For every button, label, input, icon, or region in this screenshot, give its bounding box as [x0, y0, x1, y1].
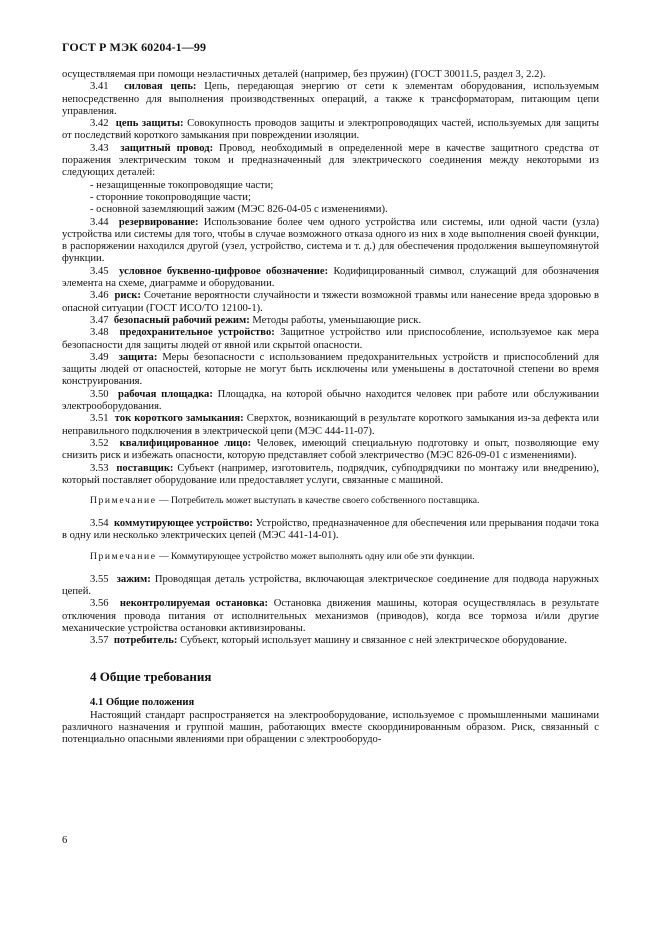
definition-text: Сверхток, возникающий в результате короткого замыкания из-за дефекта или неправильного подключения в электрической цепи (МЭС 444-11-07). — [62, 413, 600, 437]
definitions-block-1 — [62, 81, 599, 179]
definition-3-53 — [62, 463, 599, 488]
definition-354 — [62, 518, 599, 543]
list-item: - сторонние токопроводящие части; — [90, 191, 251, 203]
definition-text: Меры безопасности с использованием предохранительных устройств и приспособлений для защиты людей от опасностей, которые не могут быть исключены или уменьшены в достаточной степени во время конструирования. — [62, 351, 599, 388]
note-1 — [62, 495, 599, 506]
definition-number: 3.57 — [90, 635, 109, 647]
definition-text: Цепь, передающая энергию от сети к элементам оборудования, используемым непосредственно для выполнения производственных операций, а также к трансформаторам, питающим цепи управления. — [62, 81, 599, 117]
definition-text: Провод, необходимый в определенной мере в качестве защитного средства от поражения электрическим током и предназначенный для электрического соединения между некоторыми из следующих деталей: — [62, 142, 599, 179]
definitions-block-2 — [62, 217, 599, 488]
note-2-text: — Коммутирующее устройство может выполнять одну или обе эти функции. — [158, 550, 475, 562]
definition-number: 3.55 — [90, 573, 109, 585]
definition-number: 3.56 — [90, 598, 109, 610]
definition-text: Защитное устройство или приспособление, используемое как мера безопасности для защиты людей от явной или скрытой опасности. — [62, 327, 599, 351]
document-page — [62, 40, 599, 747]
definition-text: Остановка движения машины, которая осуществлялась в результате отключения провода питания от исполнительных механизмов (приводов), когда все тормоза и/или другие механические устройства остановки активизированы. — [62, 598, 600, 634]
definition-number: 3.42 — [90, 118, 109, 130]
definition-3-55 — [62, 574, 599, 599]
definition-number: 3.52 — [90, 437, 109, 449]
note-1-label: Примечание — [90, 495, 157, 507]
definition-text: Человек, имеющий специальную подготовку и опыт, позволяющие ему снизить риск и избежать опасности, которую представляет собой электричество (МЭС 826-09-01 с изменениями). — [62, 437, 599, 462]
definition-text: Совокупность проводов защиты и электропроводящих частей, используемых для защиты от последствий короткого замыкания при повреждении изоляции. — [62, 118, 600, 142]
section-title: 4 Общие требования — [90, 669, 212, 685]
note-1-text: — Потребитель может выступать в качестве своего собственного поставщика. — [158, 495, 480, 507]
definition-3-42 — [62, 118, 599, 143]
intro-paragraph: осуществляемая при помощи неэластичных деталей (например, без пружин) (ГОСТ 30011.5, раздел 3, 2.2). — [62, 69, 546, 80]
definition-term: безопасный рабочий режим: — [113, 314, 250, 326]
definition-3-57 — [62, 635, 599, 647]
definition-number: 3.48 — [90, 327, 109, 339]
definition-term: рабочая площадка: — [118, 388, 213, 400]
definition-term: условное буквенно-цифровое обозначение: — [119, 265, 329, 277]
definition-term: защита: — [118, 351, 158, 363]
list-item: - основной заземляющий зажим (МЭС 826-04-05 с изменениями). — [90, 204, 388, 216]
definition-3-46 — [62, 290, 599, 315]
definition-3-43 — [62, 143, 599, 180]
subsection-title: 4.1 Общие положения — [90, 697, 195, 709]
definition-3-41 — [62, 81, 599, 118]
definition-text: Субъект (например, изготовитель, подрядчик, субподрядчики по монтажу или внедрению), который поставляет оборудование или предоставляет услуги, связанные с машиной. — [62, 462, 600, 486]
section-paragraph: Настоящий стандарт распространяется на электрооборудование, используемое с промышленными машинами различного назначения и группой машин, работающих вместе скоординированным образом. Риск, связанный с потенциально опасными явлениями при обращении с электрооборудо- — [62, 709, 599, 746]
definition-3-44 — [62, 217, 599, 266]
definition-term: ток короткого замыкания: — [114, 413, 244, 425]
definition-3-49 — [62, 352, 599, 389]
definition-text: Площадка, на которой обычно находится человек при работе или обслуживании электрооборудования. — [62, 388, 600, 413]
definition-number: 3.43 — [90, 142, 109, 154]
definition-term: потребитель: — [113, 635, 178, 647]
definitions-block-3 — [62, 574, 599, 648]
note-2 — [62, 551, 599, 562]
definition-term: защитный провод: — [120, 142, 214, 154]
definition-number: 3.51 — [90, 413, 109, 425]
definition-3-45 — [62, 266, 599, 291]
definition-text: Методы работы, уменьшающие риск. — [252, 314, 422, 326]
definition-3-50 — [62, 389, 599, 414]
definition-3-56 — [62, 598, 599, 635]
definition-term: предохранительное устройство: — [119, 327, 275, 339]
definition-number: 3.54 — [90, 518, 109, 530]
definition-number: 3.53 — [90, 462, 109, 474]
definition-text: Субъект, который использует машину и связанное с ней электрическое оборудование. — [180, 635, 567, 647]
definition-term: неконтролируемая остановка: — [119, 598, 269, 610]
definition-text: Сочетание вероятности случайности и тяжести возможной травмы или нанесение вреда здоровью в опасной ситуации (ГОСТ ИСО/ТО 12100-1). — [62, 290, 599, 314]
definition-3-51 — [62, 413, 599, 438]
note-2-label: Примечание — [90, 550, 157, 562]
definition-term: риск: — [114, 290, 141, 302]
definition-number: 3.41 — [90, 81, 109, 93]
definition-number: 3.45 — [90, 265, 109, 277]
definition-term: зажим: — [116, 573, 151, 585]
definition-3-52 — [62, 438, 599, 463]
list-item: - незащищенные токопроводящие части; — [90, 179, 274, 191]
list-343 — [62, 180, 599, 217]
definition-number: 3.44 — [90, 216, 109, 228]
definition-3-47 — [62, 315, 599, 327]
definition-term: коммутирующее устройство: — [113, 518, 253, 530]
definition-number: 3.47 — [90, 314, 109, 326]
definition-term: резервирование: — [118, 216, 199, 228]
definition-number: 3.50 — [90, 388, 109, 400]
definition-text: Использование более чем одного устройства или системы, или одной части (узла) устройства или системы для того, чтобы в случае возможного отказа одного из них в ходе выполнения своей функции, в распоряжении находился другой (узел, устройство, система и т. д.) для обеспечения продолжения вышеупомянутой функции. — [62, 216, 600, 265]
definition-3-48 — [62, 327, 599, 352]
definition-term: силовая цепь: — [124, 81, 197, 93]
definition-number: 3.46 — [90, 290, 109, 302]
page-number: 6 — [62, 835, 68, 846]
page-header: ГОСТ Р МЭК 60204-1—99 — [62, 40, 207, 54]
definition-term: поставщик: — [116, 462, 174, 474]
definition-text: Проводящая деталь устройства, включающая электрическое соединение для подвода наружных цепей. — [62, 573, 600, 597]
definition-text: Кодифицированный символ, служащий для обозначения элемента на схеме, диаграмме и оборудовании. — [62, 265, 599, 290]
definition-term: квалифицированное лицо: — [119, 437, 252, 449]
definition-term: цепь защиты: — [115, 118, 184, 130]
definition-number: 3.49 — [90, 351, 109, 363]
definition-text: Устройство, предназначенное для обеспечения или прерывания подачи тока в одну или несколько электрических цепей (МЭС 441-14-01). — [62, 518, 599, 542]
